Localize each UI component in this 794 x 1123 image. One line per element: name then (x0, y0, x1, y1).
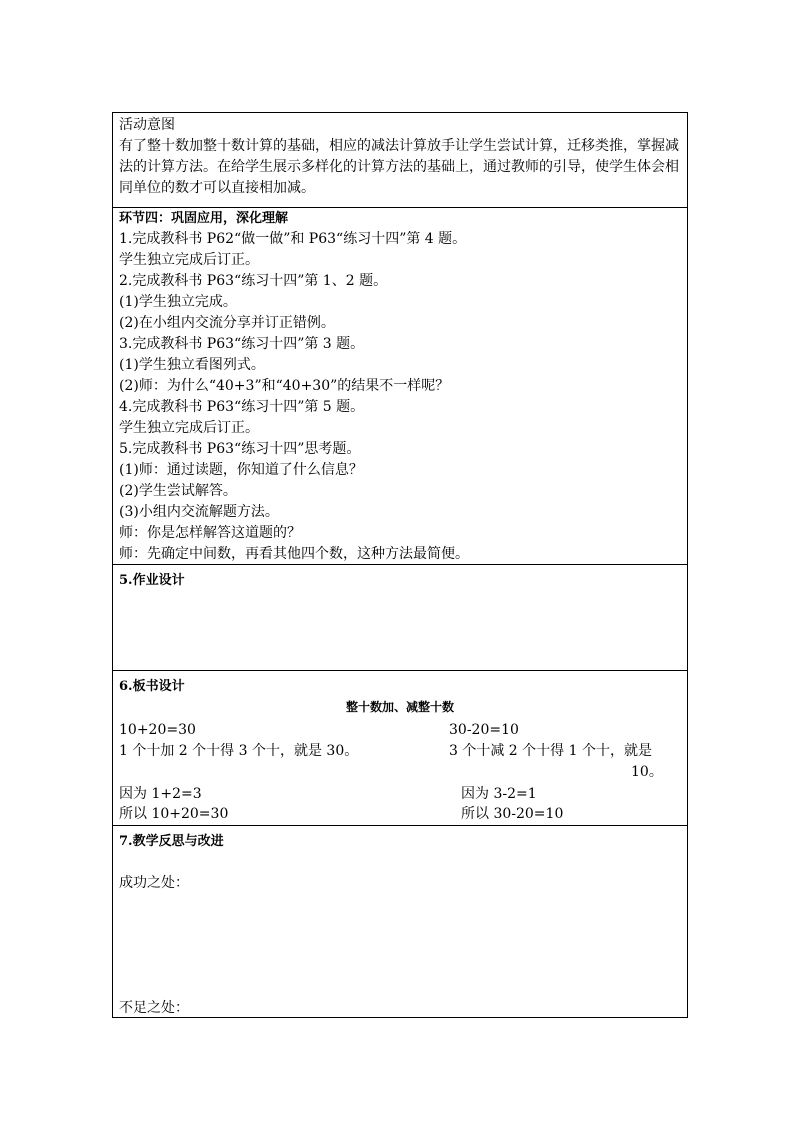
step4-line: 1.完成教科书 P62“做一做”和 P63“练习十四”第 4 题。 (119, 231, 467, 247)
step4-line: (1)师：通过读题，你知道了什么信息？ (119, 462, 363, 478)
reflection-shortcoming-label: 不足之处： (119, 1000, 189, 1016)
reflection-success-label: 成功之处： (119, 875, 189, 891)
reflection-heading: 7.教学反思与改进 (119, 834, 224, 849)
homework-section (113, 565, 687, 671)
board-left-equation: 10+20=30 (119, 722, 196, 738)
homework-heading: 5.作业设计 (119, 573, 185, 588)
board-right-because: 因为 3-2=1 (461, 786, 537, 802)
lesson-plan-table (112, 112, 688, 1018)
board-left-description: 1 个十加 2 个十得 3 个十，就是 30。 (119, 743, 359, 759)
step4-line: 2.完成教科书 P63“练习十四”第 1、2 题。 (119, 273, 388, 289)
step4-line: (1)学生独立完成。 (119, 294, 237, 310)
step4-line: (2)学生尝试解答。 (119, 483, 237, 499)
step4-heading: 环节四：巩固应用，深化理解 (119, 211, 289, 226)
board-right-equation: 30-20=10 (449, 722, 519, 738)
step4-line: 师：你是怎样解答这道题的？ (119, 525, 301, 541)
step4-line: (2)师：为什么“40+3”和“40+30”的结果不一样呢？ (119, 378, 450, 394)
step4-line: 师：先确定中间数，再看其他四个数，这种方法最简便。 (119, 546, 469, 562)
step4-line: (3)小组内交流解题方法。 (119, 504, 279, 520)
step4-line: 4.完成教科书 P63“练习十四”第 5 题。 (119, 399, 365, 415)
activity-intent-heading: 活动意图 (119, 117, 175, 133)
step4-line: 学生独立完成后订正。 (119, 252, 259, 268)
board-left-because: 因为 1+2=3 (119, 786, 202, 802)
board-right-description: 3 个十减 2 个十得 1 个十，就是 (449, 743, 652, 759)
board-right-so: 所以 30-20=10 (461, 806, 564, 822)
reflection-section (113, 826, 687, 1019)
step4-line: 5.完成教科书 P63“练习十四”思考题。 (119, 441, 361, 457)
step4-list (119, 229, 683, 565)
step4-line: 3.完成教科书 P63“练习十四”第 3 题。 (119, 336, 365, 352)
step4-line: (1)学生独立看图列式。 (119, 357, 265, 373)
board-right-description-cont: 10。 (631, 764, 663, 780)
step4-line: (2)在小组内交流分享并订正错例。 (119, 315, 335, 331)
activity-intent-section (113, 113, 687, 208)
activity-intent-body: 有了整十数加整十数计算的基础，相应的减法计算放手让学生尝试计算，迁移类推，掌握减法的计算方法。在给学生展示多样化的计算方法的基础上，通过教师的引导，使学生体会相同单位的数才可以直接相加减。 (119, 138, 679, 196)
step4-section (113, 208, 687, 565)
board-design-section (113, 671, 687, 826)
step4-line: 学生独立完成后订正。 (119, 420, 259, 436)
board-left-so: 所以 10+20=30 (119, 806, 229, 822)
board-heading: 6.板书设计 (119, 679, 185, 694)
board-title: 整十数加、减整十数 (345, 700, 454, 714)
